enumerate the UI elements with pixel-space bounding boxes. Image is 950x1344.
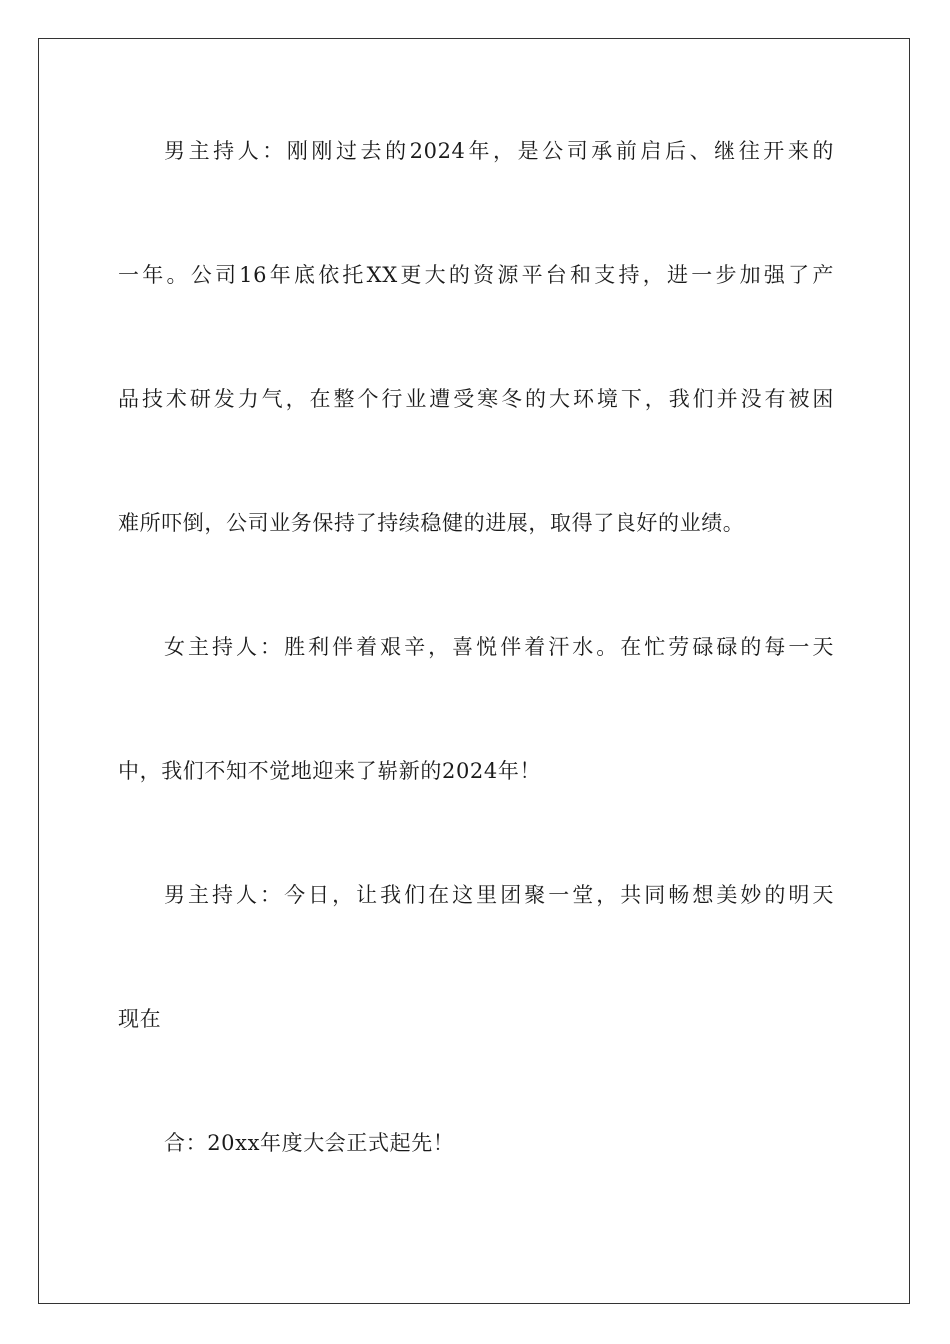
- paragraph-4-line-1: 合：20xx年度大会正式起先！: [164, 1131, 455, 1155]
- paragraph-3-line-1: 男主持人：今日，让我们在这里团聚一堂，共同畅想美妙的明天: [164, 883, 834, 907]
- paragraph-1-line-2: 一年。公司16年底依托XX更大的资源平台和支持，进一步加强了产: [118, 263, 834, 287]
- paragraph-2-line-2: 中，我们不知不觉地迎来了崭新的2024年！: [118, 759, 542, 783]
- paragraph-1-line-1: 男主持人：刚刚过去的2024年，是公司承前启后、继往开来的: [164, 139, 834, 163]
- paragraph-1-line-3: 品技术研发力气，在整个行业遭受寒冬的大环境下，我们并没有被困: [118, 387, 834, 411]
- paragraph-3-line-2: 现在: [118, 1007, 162, 1031]
- paragraph-1-line-4: 难所吓倒，公司业务保持了持续稳健的进展，取得了良好的业绩。: [118, 511, 745, 535]
- paragraph-2-line-1: 女主持人：胜利伴着艰辛，喜悦伴着汗水。在忙劳碌碌的每一天: [164, 635, 834, 659]
- page-frame: [38, 38, 910, 1304]
